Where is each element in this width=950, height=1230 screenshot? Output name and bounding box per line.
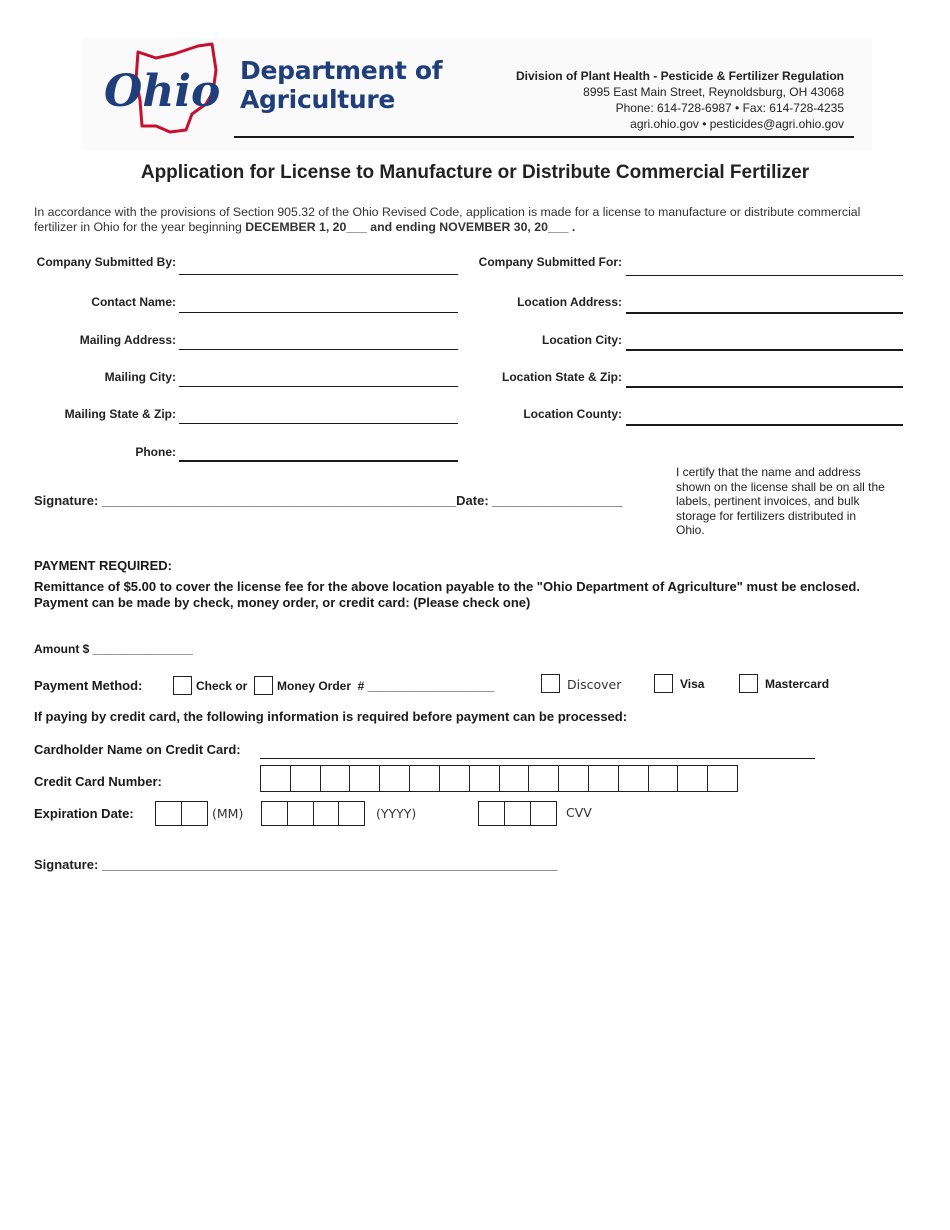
location-state-zip-label: Location State & Zip: [502, 370, 622, 384]
exp-year-box[interactable] [261, 801, 288, 826]
payment-instructions: Remittance of $5.00 to cover the license fee for the above location payable to the "Ohio Department of Agriculture" must be enclosed. Payment can be made by check, money order, or credit card: (Please check one) [34, 579, 860, 610]
certification-statement: I certify that the name and address shown on the license shall be on all the labels, pertinent invoices, and bulk storage for fertilizers distributed in Ohio. [676, 465, 885, 537]
card-digit-box[interactable] [379, 765, 410, 792]
mastercard-checkbox[interactable] [739, 674, 758, 693]
check-checkbox[interactable] [173, 676, 192, 695]
intro-paragraph: In accordance with the provisions of Section 905.32 of the Ohio Revised Code, application is made for a license to manufacture or distribute commercial fertilizer in Ohio for the year beginning DECEMBER 1, 20___ and ending NOVEMBER 30, 20___ . [34, 205, 861, 234]
location-city-field[interactable] [626, 349, 903, 351]
mailing-state-zip-label: Mailing State & Zip: [64, 407, 176, 421]
card-digit-box[interactable] [260, 765, 291, 792]
ohio-logo-word: Ohio [104, 66, 221, 117]
cvv-label: CVV [566, 805, 592, 820]
exp-year-box[interactable] [338, 801, 365, 826]
card-digit-box[interactable] [439, 765, 470, 792]
card-number-label: Credit Card Number: [34, 774, 162, 789]
card-digit-box[interactable] [409, 765, 440, 792]
card-digit-box[interactable] [707, 765, 738, 792]
company-submitted-by-label: Company Submitted By: [36, 255, 176, 269]
division-web-email: agri.ohio.gov • pesticides@agri.ohio.gov [630, 117, 844, 131]
discover-checkbox[interactable] [541, 674, 560, 693]
location-address-field[interactable] [626, 312, 903, 314]
cvv-box[interactable] [478, 801, 505, 826]
money-order-label[interactable]: Money Order # ___________________ [277, 679, 495, 693]
cvv-boxes[interactable] [478, 801, 555, 826]
exp-year-boxes[interactable] [261, 801, 364, 826]
card-digit-box[interactable] [588, 765, 619, 792]
card-digit-box[interactable] [469, 765, 500, 792]
exp-month-boxes[interactable] [155, 801, 207, 826]
cardholder-name-field[interactable] [260, 758, 815, 759]
mailing-address-label: Mailing Address: [79, 333, 176, 347]
location-city-label: Location City: [542, 333, 622, 347]
check-label: Check or [196, 679, 248, 693]
location-address-label: Location Address: [517, 295, 622, 309]
card-digit-box[interactable] [499, 765, 530, 792]
division-info [516, 68, 844, 132]
exp-year-box[interactable] [313, 801, 340, 826]
mm-label: (MM) [212, 806, 244, 821]
phone-field[interactable] [179, 460, 458, 462]
payment-method-label: Payment Method: [34, 678, 143, 693]
location-county-field[interactable] [626, 424, 903, 426]
exp-month-box[interactable] [155, 801, 182, 826]
exp-year-box[interactable] [287, 801, 314, 826]
cardholder-name-label: Cardholder Name on Credit Card: [34, 742, 241, 757]
mailing-address-field[interactable] [179, 349, 458, 350]
card-digit-box[interactable] [648, 765, 679, 792]
payment-signature-line[interactable]: Signature: _______________________________________________________________ [34, 857, 558, 872]
cvv-box[interactable] [504, 801, 531, 826]
cvv-box[interactable] [530, 801, 557, 826]
card-digit-box[interactable] [290, 765, 321, 792]
phone-label: Phone: [135, 445, 176, 459]
card-digit-box[interactable] [349, 765, 380, 792]
exp-month-box[interactable] [181, 801, 208, 826]
mastercard-label: Mastercard [765, 677, 830, 691]
header-rule [234, 136, 854, 138]
card-digit-box[interactable] [528, 765, 559, 792]
division-phone-fax: Phone: 614-728-6987 • Fax: 614-728-4235 [615, 101, 844, 115]
division-name: Division of Plant Health - Pesticide & Fertilizer Regulation [515, 69, 844, 83]
company-submitted-for-field[interactable] [626, 275, 903, 276]
card-digit-box[interactable] [558, 765, 589, 792]
mailing-state-zip-field[interactable] [179, 423, 458, 424]
ohio-logo [100, 40, 230, 140]
discover-label: Discover [567, 677, 622, 692]
yyyy-label: (YYYY) [376, 806, 417, 821]
card-number-boxes[interactable] [260, 765, 737, 792]
visa-label: Visa [680, 677, 705, 691]
card-digit-box[interactable] [677, 765, 708, 792]
signature-date-line[interactable]: Signature: _________________________________________________Date: __________________ [34, 493, 623, 508]
credit-card-info-note: If paying by credit card, the following information is required before payment can be processed: [34, 709, 628, 724]
amount-field[interactable]: Amount $ _______________ [34, 642, 193, 656]
contact-name-label: Contact Name: [91, 295, 176, 309]
mailing-city-label: Mailing City: [104, 370, 176, 384]
card-digit-box[interactable] [320, 765, 351, 792]
company-submitted-for-label: Company Submitted For: [478, 255, 622, 269]
visa-checkbox[interactable] [654, 674, 673, 693]
location-state-zip-field[interactable] [626, 386, 903, 388]
expiration-date-label: Expiration Date: [34, 806, 134, 821]
page-title: Application for License to Manufacture or Distribute Commercial Fertilizer [140, 162, 810, 183]
payment-heading: PAYMENT REQUIRED: [34, 558, 172, 573]
department-name: Department of Agriculture [240, 56, 443, 114]
card-digit-box[interactable] [618, 765, 649, 792]
location-county-label: Location County: [523, 407, 622, 421]
company-submitted-by-field[interactable] [179, 274, 458, 275]
contact-name-field[interactable] [179, 312, 458, 313]
money-order-checkbox[interactable] [254, 676, 273, 695]
mailing-city-field[interactable] [179, 386, 458, 387]
division-address: 8995 East Main Street, Reynoldsburg, OH 43068 [583, 85, 844, 99]
